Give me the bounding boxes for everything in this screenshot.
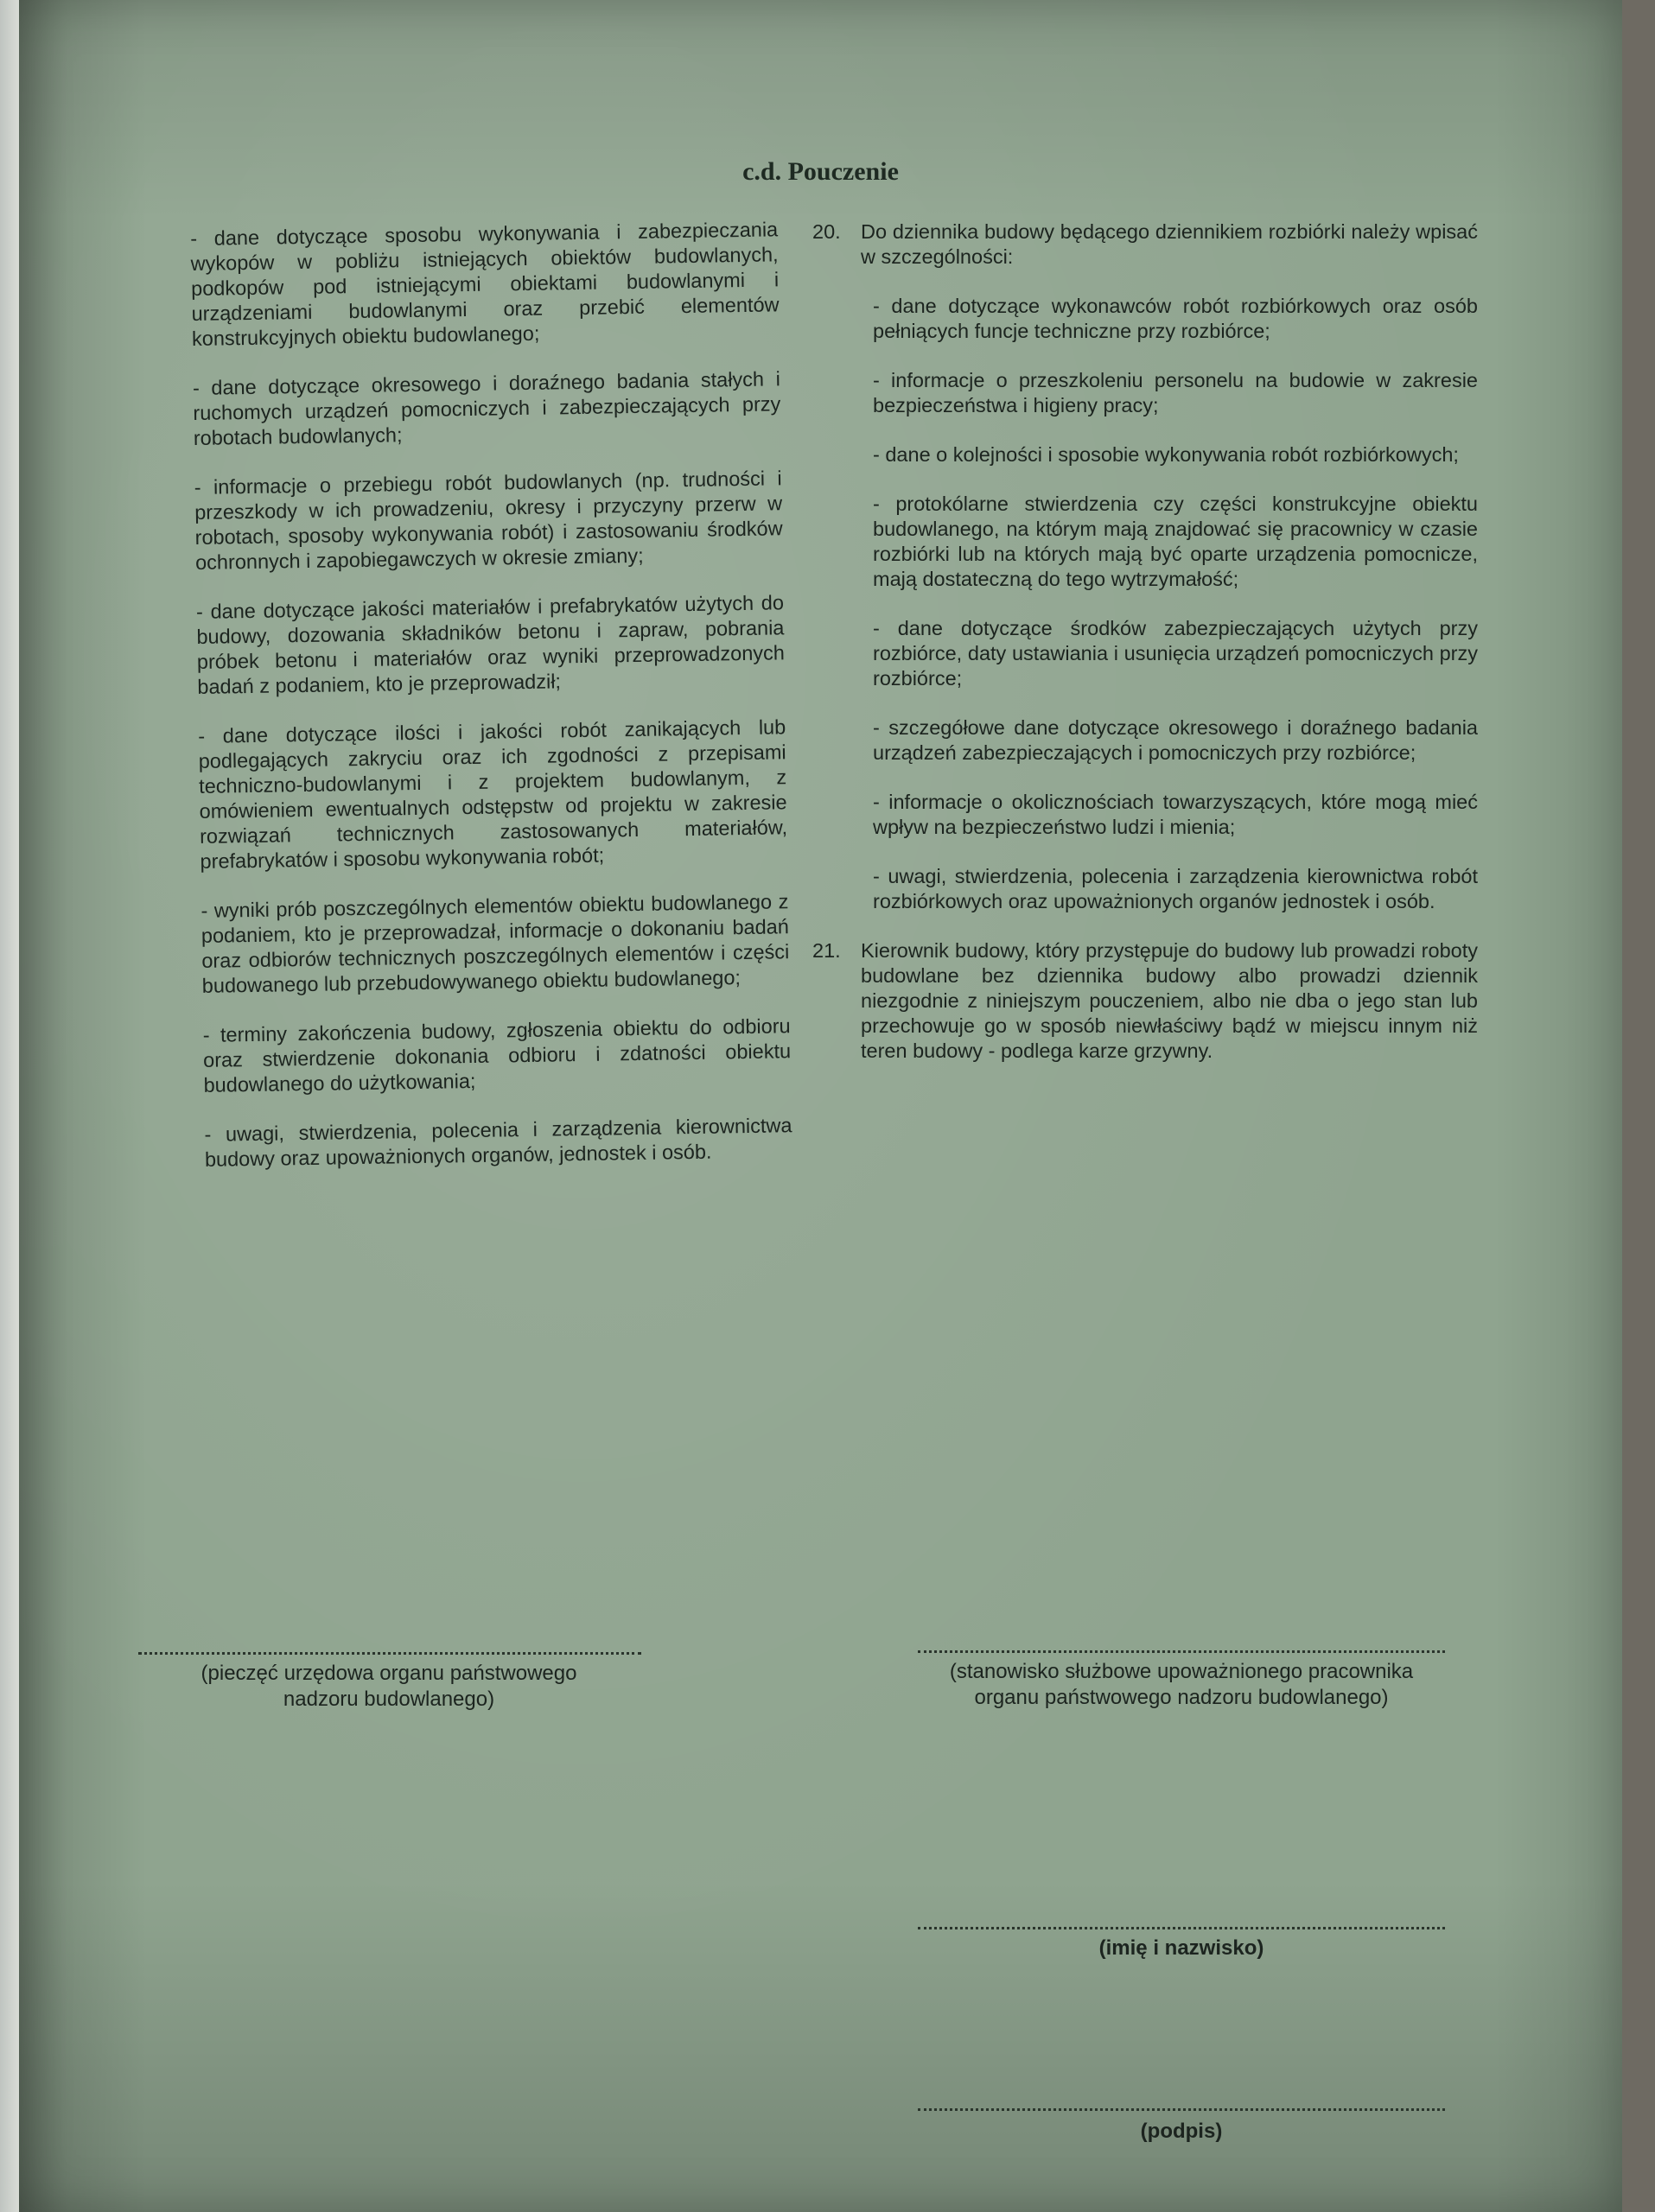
name-label: (imię i nazwisko) bbox=[1098, 1936, 1264, 1960]
list-item: - dane dotyczące sposobu wykonywania i zabezpieczania wykopów w pobliżu istniejących obiektów budowlanych, podkopów pod istniejącymi obiektami budowlanymi i urządzeniami budowlanymi oraz przebić elementów konstrukcyjnych obiektu budowlanego; bbox=[190, 218, 780, 350]
name-dotted-line bbox=[918, 1927, 1445, 1929]
list-item: - szczegółowe dane dotyczące okresowego i doraźnego badania urządzeń zabezpieczających i pomocniczych przy rozbiórce; bbox=[873, 716, 1478, 764]
list-item: - protokólarne stwierdzenia czy części konstrukcyjne obiektu budowlanego, na którym mają znajdować się pracownicy w czasie rozbiórki lub na których mają być oparte urządzenia pomocnicze, mają dostateczną do tego wytrzymałość; bbox=[873, 493, 1478, 590]
position-label: (stanowisko służbowe upoważnionego pracownika organu państwowego nadzoru budowlanego) bbox=[949, 1660, 1414, 1709]
point-number: 20. bbox=[812, 220, 841, 243]
list-item: - informacje o przebiegu robót budowlanych (np. trudności i przeszkody w ich prowadzeniu, okresy i przyczyny przerw w robotach, sposoby wykonywania robót) i zastosowaniu środków ochronnych i zapobiegawczych w okresie zmiany; bbox=[194, 467, 783, 574]
list-item: - uwagi, stwierdzenia, polecenia i zarządzenia kierownictwa budowy oraz upoważnionych organów, jednostek i osób. bbox=[204, 1114, 792, 1171]
list-item: - dane dotyczące ilości i jakości robót zanikających lub podlegających zakryciu oraz ich zgodności z przepisami techniczno-budowlanymi i z projektem budowlanym, z omówieniem ewentualnych odstępstw od projektu w zakresie rozwiązań technicznych zastosowanych materiałów, prefabrykatów i sposobu wykonywania robót; bbox=[198, 715, 788, 873]
position-dotted-line bbox=[918, 1650, 1445, 1653]
list-item: - dane o kolejności i sposobie wykonywania robót rozbiórkowych; bbox=[873, 443, 1459, 466]
left-column bbox=[190, 217, 793, 1197]
list-item: - dane dotyczące środków zabezpieczających użytych przy rozbiórce, daty ustawiania i usunięcia urządzeń pomocniczych przy rozbiórce; bbox=[873, 617, 1478, 690]
document-page bbox=[19, 0, 1622, 2212]
list-item: - wyniki prób poszczególnych elementów obiektu budowlanego z podaniem, kto je przeprowadzał, informacje o dokonaniu badań oraz odbiorów technicznych poszczególnych elementów i części budowanego lub przebudowywanego obiektu budowlanego; bbox=[201, 890, 790, 997]
point-text: Do dziennika budowy będącego dziennikiem rozbiórki należy wpisać w szczególności: bbox=[861, 220, 1478, 268]
list-item: - informacje o okolicznościach towarzyszących, które mogą mieć wpływ na bezpieczeństwo ludzi i mienia; bbox=[873, 791, 1478, 838]
point-21 bbox=[812, 938, 1478, 1064]
signature-label: (podpis) bbox=[1140, 2120, 1223, 2143]
list-item: - terminy zakończenia budowy, zgłoszenia obiektu do odbioru oraz stwierdzenie dokonania odbioru i zdatności obiektu budowlanego do użytkowania; bbox=[202, 1014, 792, 1096]
right-column bbox=[812, 219, 1478, 1088]
list-item: - dane dotyczące jakości materiałów i prefabrykatów użytych do budowy, dozowania składników betonu i zapraw, pobrania próbek betonu i materiałów oraz wyniki przeprowadzonych badań z podaniem, kto je przeprowadził; bbox=[195, 591, 786, 698]
list-item: - informacje o przeszkoleniu personelu na budowie w zakresie bezpieczeństwa i higieny pracy; bbox=[873, 369, 1478, 416]
point-20 bbox=[812, 219, 1478, 270]
stamp-dotted-line bbox=[138, 1652, 641, 1655]
point-number: 21. bbox=[812, 939, 841, 962]
page-title: c.d. Pouczenie bbox=[742, 157, 899, 186]
list-item: - dane dotyczące okresowego i doraźnego badania stałych i ruchomych urządzeń pomocniczych i zabezpieczających przy robotach budowlanych; bbox=[192, 367, 781, 449]
list-item: - dane dotyczące wykonawców robót rozbiórkowych oraz osób pełniących funcje techniczne przy rozbiórce; bbox=[873, 295, 1478, 342]
point-text: Kierownik budowy, który przystępuje do budowy lub prowadzi roboty budowlane bez dziennika budowy albo prowadzi dziennik niezgodnie z niniejszym pouczeniem, albo nie dba o jego stan lub przechowuje go w sposób niewłaściwy bądź w miejscu innym niż teren budowy - podlega karze grzywny. bbox=[861, 939, 1478, 1062]
stamp-label: (pieczęć urzędowa organu państwowego nadzoru budowlanego) bbox=[201, 1662, 577, 1711]
list-item: - uwagi, stwierdzenia, polecenia i zarządzenia kierownictwa robót rozbiórkowych oraz upoważnionych organów jednostek i osób. bbox=[873, 865, 1478, 912]
signature-dotted-line bbox=[918, 2108, 1445, 2111]
